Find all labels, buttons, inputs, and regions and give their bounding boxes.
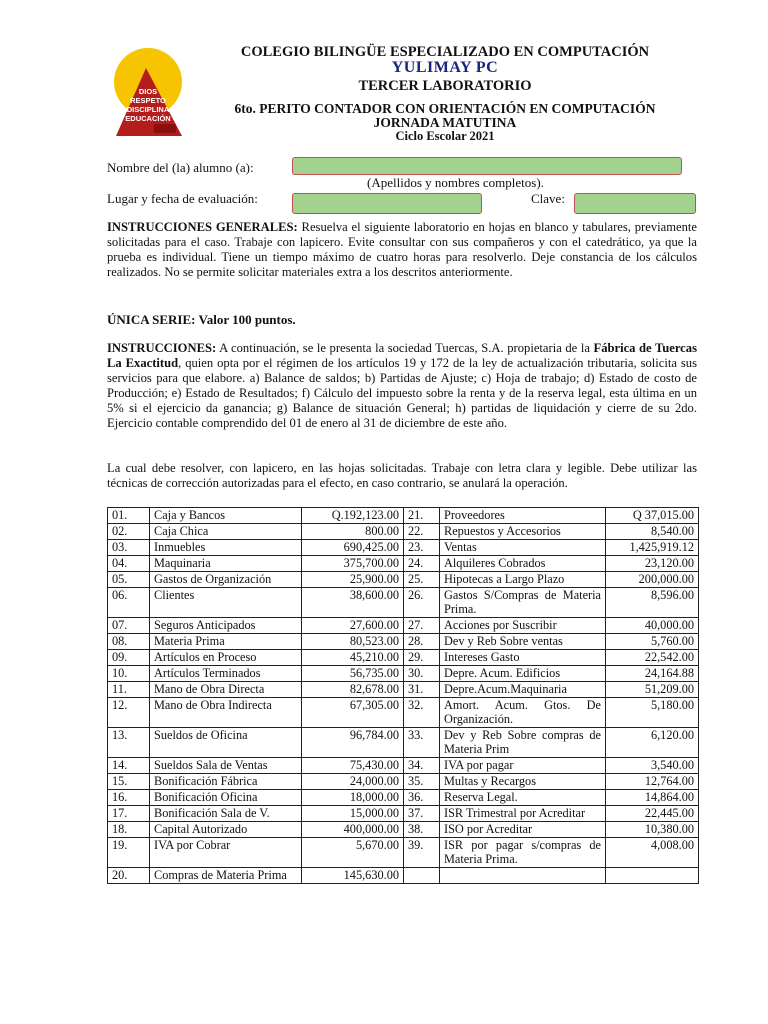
instructions-post: , quien opta por el régimen de los artículos 19 y 172 de la ley de actualización tributaria, solicita sus servicios para que elabore. a) Balance de saldos; b) Partidas de Ajuste; c) Hoja de trabajo; d) Estado de costo de Producción; e) Estado de Resultados; f) Cálculo del impuesto sobre la renta y de la reserva legal, esta última en un 5% si el ejercicio da ganancia; g) Balance de situación General; h) partidas de liquidación y cierre de su 2do. Ejercicio contable comprendido del 01 de enero al 31 de diciembre de este año. xyxy=(107,356,697,430)
account-amount: 22,445.00 xyxy=(606,806,699,822)
account-amount: 45,210.00 xyxy=(302,650,404,666)
account-name: IVA por pagar xyxy=(440,758,606,774)
account-amount: 1,425,919.12 xyxy=(606,540,699,556)
account-number: 15. xyxy=(108,774,150,790)
account-name: Inmuebles xyxy=(150,540,302,556)
account-number: 20. xyxy=(108,868,150,884)
account-amount: 4,008.00 xyxy=(606,838,699,868)
account-number: 37. xyxy=(404,806,440,822)
account-name: Compras de Materia Prima xyxy=(150,868,302,884)
account-name: Seguros Anticipados xyxy=(150,618,302,634)
table-row xyxy=(108,572,699,588)
table-row xyxy=(108,556,699,572)
table-row xyxy=(108,508,699,524)
lab-title: TERCER LABORATORIO xyxy=(358,78,532,94)
company-name: Fábrica de Tuercas La Exactitud xyxy=(107,341,697,370)
account-name: Multas y Recargos xyxy=(440,774,606,790)
account-number: 04. xyxy=(108,556,150,572)
table-row xyxy=(108,806,699,822)
account-amount: 67,305.00 xyxy=(302,698,404,728)
account-number xyxy=(404,868,440,884)
account-amount: 8,596.00 xyxy=(606,588,699,618)
table-row xyxy=(108,868,699,884)
instructions-pre: A continuación, se le presenta la sociedad Tuercas, S.A. propietaria de la xyxy=(219,341,590,355)
account-amount: 6,120.00 xyxy=(606,728,699,758)
shift-title: JORNADA MATUTINA xyxy=(373,115,517,130)
instructions xyxy=(107,341,697,431)
account-name: Mano de Obra Directa xyxy=(150,682,302,698)
account-amount: 5,760.00 xyxy=(606,634,699,650)
account-name: Bonificación Fábrica xyxy=(150,774,302,790)
account-amount xyxy=(606,868,699,884)
account-name: Alquileres Cobrados xyxy=(440,556,606,572)
table-row xyxy=(108,758,699,774)
account-amount: 15,000.00 xyxy=(302,806,404,822)
account-number: 07. xyxy=(108,618,150,634)
account-amount: 200,000.00 xyxy=(606,572,699,588)
table-row xyxy=(108,790,699,806)
account-name: Hipotecas a Largo Plazo xyxy=(440,572,606,588)
account-number: 39. xyxy=(404,838,440,868)
key-field[interactable] xyxy=(574,193,696,214)
account-number: 21. xyxy=(404,508,440,524)
table-row xyxy=(108,634,699,650)
account-number: 27. xyxy=(404,618,440,634)
account-amount: 14,864.00 xyxy=(606,790,699,806)
account-amount: 5,670.00 xyxy=(302,838,404,868)
account-number: 24. xyxy=(404,556,440,572)
account-number: 14. xyxy=(108,758,150,774)
account-amount: 82,678.00 xyxy=(302,682,404,698)
account-name: ISR Trimestral por Acreditar xyxy=(440,806,606,822)
account-amount: 5,180.00 xyxy=(606,698,699,728)
computer-icon xyxy=(154,124,176,133)
account-number: 31. xyxy=(404,682,440,698)
account-name: Caja Chica xyxy=(150,524,302,540)
account-name: Clientes xyxy=(150,588,302,618)
program-title: 6to. PERITO CONTADOR CON ORIENTACIÓN EN COMPUTACIÓN xyxy=(234,101,656,116)
account-amount: Q 37,015.00 xyxy=(606,508,699,524)
account-amount: 690,425.00 xyxy=(302,540,404,556)
account-number: 02. xyxy=(108,524,150,540)
table-row xyxy=(108,524,699,540)
account-name: Intereses Gasto xyxy=(440,650,606,666)
table-row xyxy=(108,822,699,838)
account-name: Caja y Bancos xyxy=(150,508,302,524)
account-number: 26. xyxy=(404,588,440,618)
account-amount: 22,542.00 xyxy=(606,650,699,666)
account-amount: 800.00 xyxy=(302,524,404,540)
account-number: 09. xyxy=(108,650,150,666)
account-amount: 38,600.00 xyxy=(302,588,404,618)
account-number: 16. xyxy=(108,790,150,806)
account-number: 13. xyxy=(108,728,150,758)
account-name: Ventas xyxy=(440,540,606,556)
account-amount: 145,630.00 xyxy=(302,868,404,884)
account-name: Amort. Acum. Gtos. De Organización. xyxy=(440,698,606,728)
key-label: Clave: xyxy=(531,191,565,206)
account-name: Dev y Reb Sobre compras de Materia Prim xyxy=(440,728,606,758)
account-number: 29. xyxy=(404,650,440,666)
account-number: 05. xyxy=(108,572,150,588)
account-number: 33. xyxy=(404,728,440,758)
account-number: 22. xyxy=(404,524,440,540)
table-row xyxy=(108,650,699,666)
table-row xyxy=(108,728,699,758)
name-label: Nombre del (la) alumno (a): xyxy=(107,160,254,175)
account-amount: 23,120.00 xyxy=(606,556,699,572)
logo-line-4: EDUCACIÓN xyxy=(125,114,171,123)
account-amount: 80,523.00 xyxy=(302,634,404,650)
account-amount: 24,164.88 xyxy=(606,666,699,682)
account-amount: Q.192,123.00 xyxy=(302,508,404,524)
logo-line-1: DIOS xyxy=(138,87,158,96)
school-year: Ciclo Escolar 2021 xyxy=(395,129,495,143)
account-number: 11. xyxy=(108,682,150,698)
account-number: 10. xyxy=(108,666,150,682)
account-amount: 51,209.00 xyxy=(606,682,699,698)
instructions-title: INSTRUCCIONES: xyxy=(107,341,217,355)
brand-name: YULIMAY PC xyxy=(391,59,499,76)
account-number: 34. xyxy=(404,758,440,774)
account-amount: 12,764.00 xyxy=(606,774,699,790)
account-name: Maquinaria xyxy=(150,556,302,572)
account-name: Acciones por Suscribir xyxy=(440,618,606,634)
account-name: ISR por pagar s/compras de Materia Prima. xyxy=(440,838,606,868)
account-name: Gastos de Organización xyxy=(150,572,302,588)
account-number: 38. xyxy=(404,822,440,838)
account-number: 17. xyxy=(108,806,150,822)
accounts-table xyxy=(107,507,699,884)
student-name-field[interactable] xyxy=(292,157,682,175)
school-logo xyxy=(108,46,186,138)
account-amount: 96,784.00 xyxy=(302,728,404,758)
account-amount: 375,700.00 xyxy=(302,556,404,572)
general-instructions-title: INSTRUCCIONES GENERALES: xyxy=(107,220,298,234)
account-name: Artículos en Proceso xyxy=(150,650,302,666)
account-name: IVA por Cobrar xyxy=(150,838,302,868)
account-number: 35. xyxy=(404,774,440,790)
account-number: 01. xyxy=(108,508,150,524)
table-row xyxy=(108,540,699,556)
account-amount: 400,000.00 xyxy=(302,822,404,838)
account-name xyxy=(440,868,606,884)
account-name: Depre.Acum.Maquinaria xyxy=(440,682,606,698)
account-amount: 8,540.00 xyxy=(606,524,699,540)
general-instructions xyxy=(107,220,697,280)
account-name: Gastos S/Compras de Materia Prima. xyxy=(440,588,606,618)
account-number: 23. xyxy=(404,540,440,556)
account-name: Materia Prima xyxy=(150,634,302,650)
account-number: 28. xyxy=(404,634,440,650)
table-row xyxy=(108,698,699,728)
account-name: Sueldos Sala de Ventas xyxy=(150,758,302,774)
account-name: Depre. Acum. Edificios xyxy=(440,666,606,682)
place-date-field[interactable] xyxy=(292,193,482,214)
general-instructions-text: Resuelva el siguiente laboratorio en hojas en blanco y tabulares, previamente solicitadas para el caso. Trabaje con lapicero. Evite consultar con sus compañeros y con el catedrático, ya que la prueba es individual. Tiene un tiempo máximo de cuatro horas para resolverlo. Deje constancia de los cálculos realizados. No se permite solicitar materiales extra a los descritos anteriormente. xyxy=(107,220,697,279)
account-name: Artículos Terminados xyxy=(150,666,302,682)
table-row xyxy=(108,838,699,868)
account-amount: 10,380.00 xyxy=(606,822,699,838)
account-amount: 3,540.00 xyxy=(606,758,699,774)
account-number: 36. xyxy=(404,790,440,806)
account-number: 18. xyxy=(108,822,150,838)
logo-line-3: DISCIPLINA xyxy=(126,105,170,114)
account-amount: 56,735.00 xyxy=(302,666,404,682)
account-amount: 25,900.00 xyxy=(302,572,404,588)
account-number: 25. xyxy=(404,572,440,588)
account-name: Mano de Obra Indirecta xyxy=(150,698,302,728)
account-number: 19. xyxy=(108,838,150,868)
account-amount: 18,000.00 xyxy=(302,790,404,806)
account-name: Bonificación Oficina xyxy=(150,790,302,806)
account-number: 03. xyxy=(108,540,150,556)
closing-text: La cual debe resolver, con lapicero, en las hojas solicitadas. Trabaje con letra clara y legible. Debe utilizar las técnicas de corrección autorizadas para el efecto, en caso contrario, se anulará la operación. xyxy=(107,461,697,490)
table-row xyxy=(108,618,699,634)
account-name: Proveedores xyxy=(440,508,606,524)
account-name: Repuestos y Accesorios xyxy=(440,524,606,540)
name-hint: (Apellidos y nombres completos). xyxy=(367,175,544,190)
place-label: Lugar y fecha de evaluación: xyxy=(107,191,258,206)
table-row xyxy=(108,588,699,618)
account-name: Sueldos de Oficina xyxy=(150,728,302,758)
account-name: Capital Autorizado xyxy=(150,822,302,838)
account-amount: 75,430.00 xyxy=(302,758,404,774)
account-number: 06. xyxy=(108,588,150,618)
account-number: 32. xyxy=(404,698,440,728)
account-number: 08. xyxy=(108,634,150,650)
account-amount: 24,000.00 xyxy=(302,774,404,790)
account-number: 30. xyxy=(404,666,440,682)
account-amount: 40,000.00 xyxy=(606,618,699,634)
account-name: Bonificación Sala de V. xyxy=(150,806,302,822)
table-row xyxy=(108,682,699,698)
account-amount: 27,600.00 xyxy=(302,618,404,634)
account-name: Reserva Legal. xyxy=(440,790,606,806)
table-row xyxy=(108,666,699,682)
table-row xyxy=(108,774,699,790)
logo-line-2: RESPETO xyxy=(130,96,166,105)
account-name: ISO por Acreditar xyxy=(440,822,606,838)
school-name: COLEGIO BILINGÜE ESPECIALIZADO EN COMPUTACIÓN xyxy=(240,44,650,60)
account-number: 12. xyxy=(108,698,150,728)
account-name: Dev y Reb Sobre ventas xyxy=(440,634,606,650)
serie-title: ÚNICA SERIE: Valor 100 puntos. xyxy=(107,312,296,327)
